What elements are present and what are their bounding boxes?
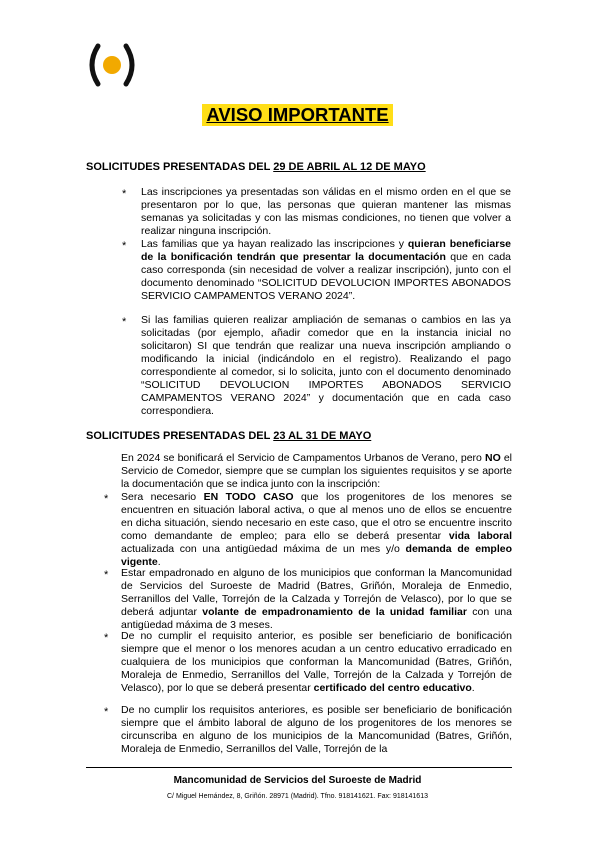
logo-left-paren (92, 46, 98, 84)
paragraph-text: Si las familias quieren realizar ampliación de semanas o cambios en las ya solicitadas (por ejemplo, añadir comedor que en la instancia inicial no solicitaron) SI que tendrán que realizar una nueva inscripción ampliando o modificando la inicial (indicándolo en el registro). Realizando el pago correspondiente al comedor, si lo solicita, junto con el documento denominado “SOLICITUD DEVOLUCION IMPORTES ABONADOS SERVICIO CAMPAMENTOS VERANO 2024” y documentación que en cada caso correspondiera. (141, 314, 511, 417)
paragraph-text: que los progenitores de los menores se encuentren en situación laboral activa, o que al menos uno de ellos se encuentre en dicha situación, siendo necesario en este caso, que el otro se encuentre inscrito como demandante de empleo; para ello se deberá presentar (121, 491, 512, 542)
paragraph-text: que en cada caso corresponda (sin necesidad de volver a realizar inscripción), junto con el documento denominado “SOLICITUD DEVOLUCION IMPORTES ABONADOS SERVICIO CAMPAMENTOS VERANO 2024”. (141, 251, 511, 302)
paragraph-text: Las familias que ya hayan realizado las inscripciones y (141, 238, 408, 250)
emphasized-text: volante de empadronamiento de la unidad familiar (202, 606, 467, 618)
paragraph-text: Estar empadronado en alguno de los municipios que conforman la Mancomunidad de Servicios del Suroeste de Madrid (Batres, Griñón, Moraleja de Enmedio, Serranillos del Valle, Torrejón de la Calzada y Torrejón de Velasco), por lo que se deberá adjuntar (121, 567, 512, 618)
logo-right-paren (126, 46, 132, 84)
section1-heading-prefix: SOLICITUDES PRESENTADAS DEL (86, 161, 274, 173)
emphasized-text: EN TODO CASO (203, 491, 294, 503)
section2-bullet-2: * (104, 569, 109, 581)
emphasized-text: quieran beneficiarse de la bonificación tendrán que presentar la documentación (141, 238, 512, 263)
section1-heading-dates: 29 DE ABRIL AL 12 DE MAYO (273, 161, 426, 173)
footer-divider (86, 767, 512, 768)
logo-dot (103, 56, 121, 74)
footer-organization: Mancomunidad de Servicios del Suroeste de Madrid (173, 775, 422, 786)
paragraph-text: En 2024 se bonificará el Servicio de Campamentos Urbanos de Verano, pero (121, 452, 485, 464)
emphasized-text: vida laboral (448, 530, 512, 542)
paragraph-text: . (157, 556, 161, 568)
paragraph-text: . (471, 682, 475, 694)
section2-heading (86, 429, 371, 443)
paragraph-text: Las inscripciones ya presentadas son válidas en el mismo orden en el que se presentaron por lo que, las personas que quieran mantener las mismas semanas ya solicitadas y con las mismas condiciones, no tienen que volver a realizar ninguna inscripción. (141, 186, 511, 237)
emphasized-text: NO (484, 452, 501, 464)
emphasized-text: demanda de empleo vigente (121, 543, 513, 568)
notice-title: AVISO IMPORTANTE (202, 104, 392, 126)
section1-item-1 (141, 186, 511, 238)
section1-bullet-1: * (122, 188, 127, 200)
paragraph-text: De no cumplir el requisito anterior, es posible ser beneficiario de bonificación siempre que el menor o los menores acudan a un centro educativo erradicado en cualquiera de los municipios que conforman la Mancomunidad (Batres, Griñón, Moraleja de Enmedio, Serranillos del Valle, Torrejón de la Calzada y Torrejón de Velasco), por lo que se deberá presentar (121, 630, 512, 694)
notice-title-wrapper (0, 104, 595, 126)
section2-item-3 (121, 630, 512, 695)
paragraph-text: el Servicio de Comedor, siempre que se cumplan los siguientes requisitos y se aporte la documentación que se indica junto con la inscripción: (121, 452, 512, 490)
section2-bullet-1: * (104, 493, 109, 505)
footer-address: C/ Miguel Hernández, 8, Griñón. 28971 (Madrid). Tfno. 918141621. Fax: 918141613 (167, 793, 428, 800)
section2-item-4 (121, 704, 512, 756)
paragraph-text: Sera necesario (121, 491, 204, 503)
paragraph-text: De no cumplir los requisitos anteriores, es posible ser beneficiario de bonificación siempre que el ámbito laboral de alguno de los progenitores de los menores se circunscriba en alguno de los municipios de la Mancomunidad (Batres, Griñón, Moraleja de Enmedio, Serranillos del Valle, Torrejón de la (121, 704, 512, 755)
section1-bullet-3: * (122, 316, 127, 328)
section2-intro (121, 452, 512, 491)
section2-bullet-3: * (104, 632, 109, 644)
section1-heading (86, 160, 426, 174)
emphasized-text: certificado del centro educativo (313, 682, 472, 694)
section1-item-2 (141, 238, 511, 303)
section1-item-3 (141, 314, 511, 418)
section2-bullet-4: * (104, 706, 109, 718)
section2-heading-dates: 23 AL 31 DE MAYO (273, 430, 372, 442)
section1-bullet-2: * (122, 240, 127, 252)
section2-item-1 (121, 491, 512, 569)
organization-logo (88, 42, 136, 88)
paragraph-text: con una antigüedad máxima de 3 meses. (121, 606, 512, 631)
paragraph-text: actualizada con una antigüedad máxima de un mes y/o (121, 543, 406, 555)
section2-item-2 (121, 567, 512, 632)
section2-heading-prefix: SOLICITUDES PRESENTADAS DEL (86, 430, 274, 442)
